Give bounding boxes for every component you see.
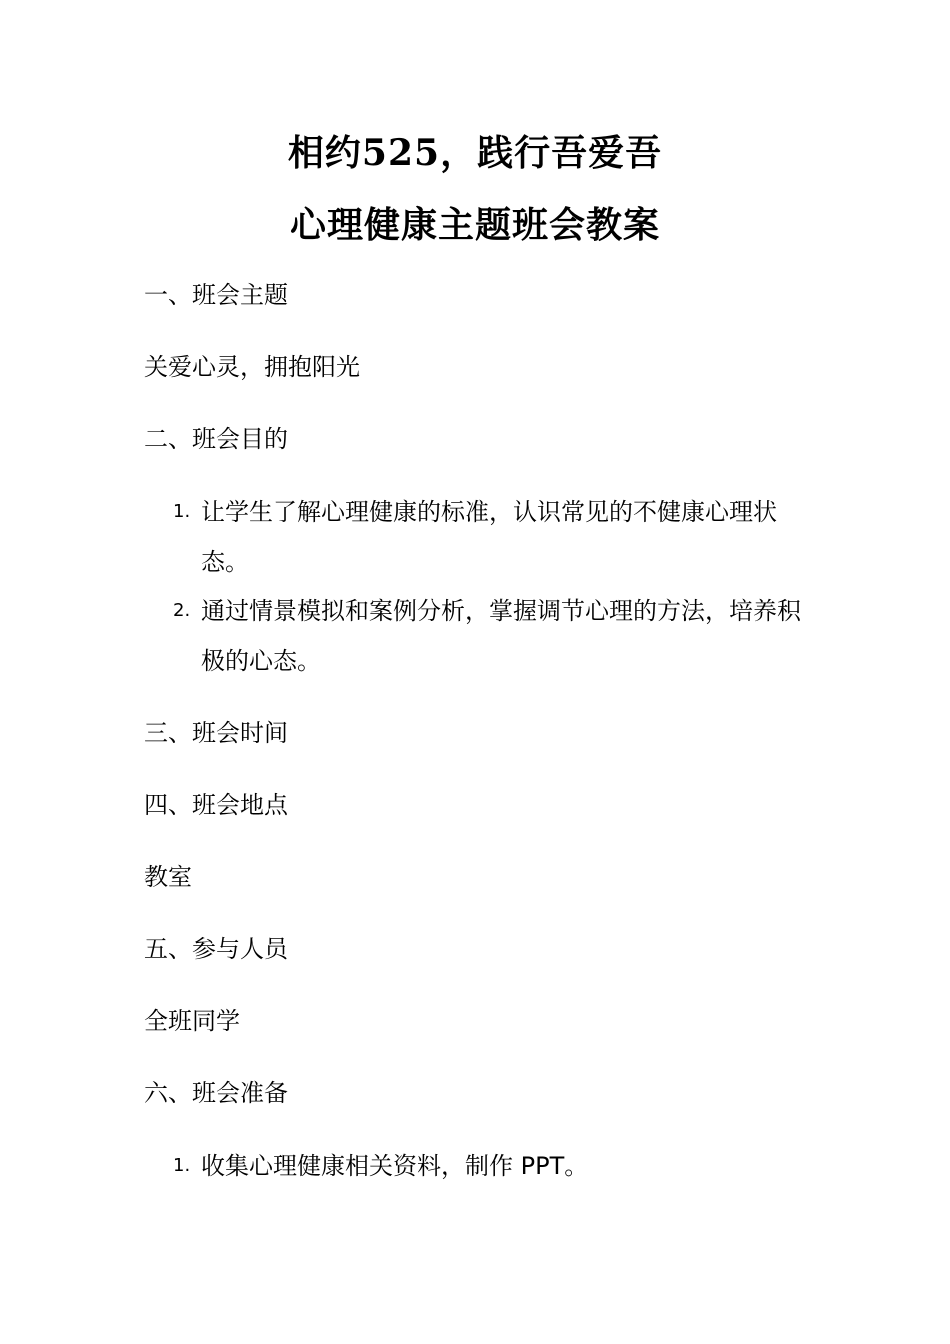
section-body-location: 教室: [144, 863, 192, 891]
section-heading-participants: 五、参与人员: [144, 935, 288, 963]
list-item-text: 让学生了解心理健康的标准，认识常见的不健康心理状态。: [201, 498, 777, 576]
section-body-topic: 关爱心灵，拥抱阳光: [144, 353, 360, 381]
section-heading-topic: 一、班会主题: [144, 281, 288, 309]
list-item-text: 收集心理健康相关资料，制作 PPT。: [201, 1152, 589, 1180]
list-item-number: 2.: [173, 600, 191, 621]
section-body-participants: 全班同学: [144, 1007, 240, 1035]
section-heading-time: 三、班会时间: [144, 719, 288, 747]
document-title: 相约525，践行吾爱吾: [287, 132, 663, 174]
section-heading-preparation: 六、班会准备: [144, 1079, 288, 1107]
list-item-number: 1.: [173, 1155, 191, 1176]
section-heading-purpose: 二、班会目的: [144, 425, 288, 453]
section-heading-location: 四、班会地点: [144, 791, 288, 819]
list-item-number: 1.: [173, 501, 191, 522]
list-item-text: 通过情景模拟和案例分析，掌握调节心理的方法，培养积极的心态。: [201, 597, 801, 675]
document-subtitle: 心理健康主题班会教案: [289, 204, 660, 246]
